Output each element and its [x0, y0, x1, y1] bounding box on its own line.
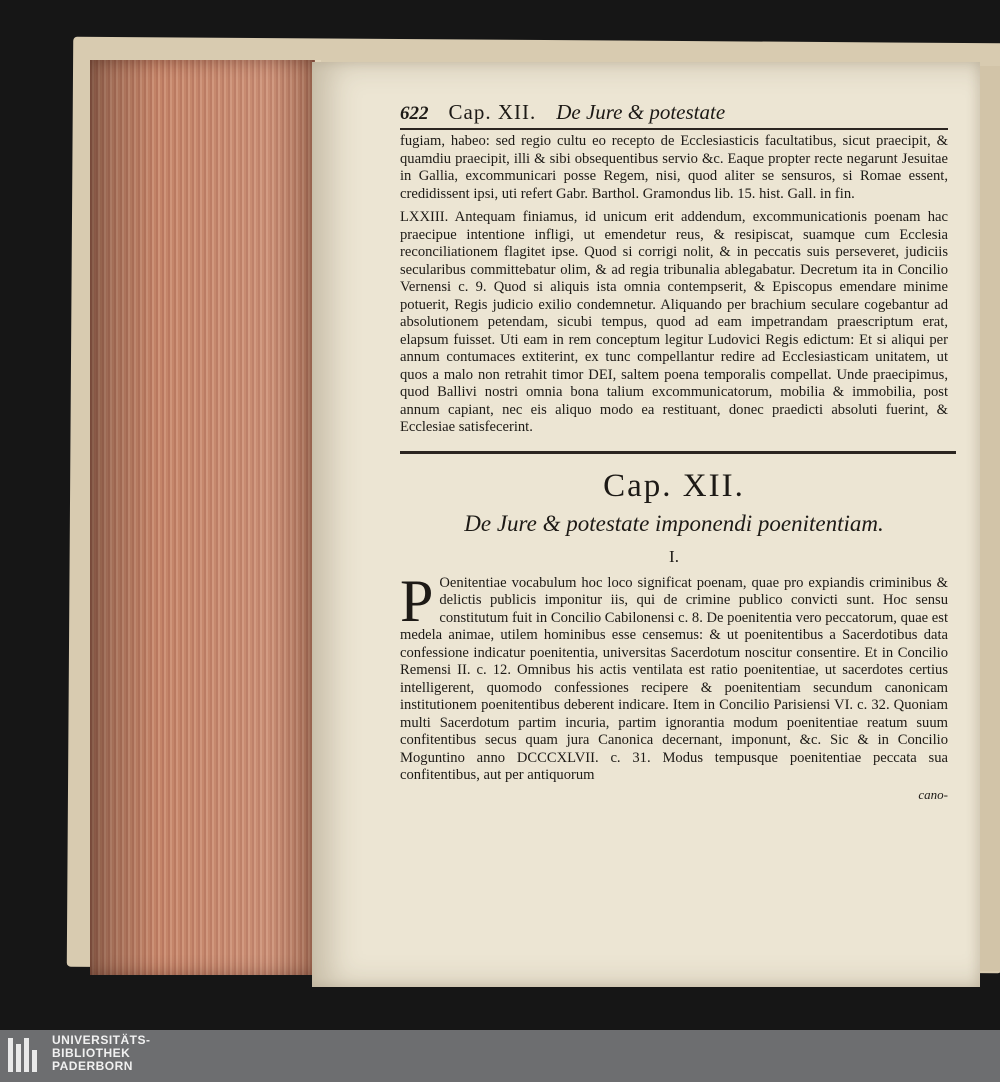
chapter-divider-rule	[400, 451, 956, 454]
chapter-heading: Cap. XII.	[603, 467, 745, 504]
head-rule	[400, 128, 948, 130]
page-number: 622	[400, 103, 429, 124]
book-page	[312, 62, 980, 987]
page-edges-fore-edge	[90, 60, 321, 975]
library-line-1: UNIVERSITÄTS-	[52, 1033, 151, 1047]
top-text-block	[400, 133, 948, 437]
facing-page-edge	[978, 66, 1000, 971]
section-number: I.	[669, 546, 679, 566]
library-footer-bar	[0, 1030, 1000, 1082]
paragraph-i: Oenitentiae vocabulum hoc loco significat poenam, quae pro expiandis criminibus & delictis publicis imponitur iis, qui de crimine publico convicti sunt. Hoc sensu constitutum fuit in Concilio Cabilonensi c. 8. De poenitentia vero peccatorum, quae est medela animae, utilem hominibus esse censemus: & ut poenitentibus a Sacerdotibus data confessione indicatur poenitentia, universitas Sacerdotum noscitur consentire. Et in Concilio Remensi II. c. 12. Omnibus his actis ventilata est ratio poenitentiae, ut sacerdotes certius intelligerent, quomodo confessiones recipere & poenitentiam secundum canonicam institutionem poenitentibus deberent indicare. Item in Concilio Parisiensi VI. c. 32. Quoniam multi Sacerdotum partim incuria, partim ignorantia modum poenitentiae reatum suum confitentibus secus quam jura Canonica decernant, imponunt, &c. Sic & in Concilio Moguntino anno DCCCXLVII. c. 31. Modus tempusque poenitentiae peccata sua confitentibus, aut per antiquorum	[400, 574, 949, 783]
library-line-3: PADERBORN	[52, 1059, 133, 1073]
library-name	[52, 1034, 151, 1073]
library-line-2: BIBLIOTHEK	[52, 1046, 131, 1060]
drop-cap: P	[400, 567, 434, 634]
text-column	[400, 100, 948, 803]
paragraph-lxxiii: LXXIII. Antequam finiamus, id unicum erit addendum, excommunicationis poenam hac praecipue intentione infligi, ut emendetur reus, & resipiscat, suamque cum Ecclesia reconciliationem flagitet ipse. Quod si corrigi nolit, & in peccatis suis perseveret, judiciis secularibus committebatur olim, & ad regia tribunalia ablegabatur. Decretum ita in Concilio Vernensi c. 9. Quod si aliquis ista omnia contempserit, & Episcopus emendare minime potuerit, Regis judicio exilio condemnetur. Aliquando per brachium seculare cogebantur ad absolutionem petendam, sicubi tempus, quod ad eam impetrandam praescriptum erat, elapsum fuisset. Uti eam in rem conceptum legitur Ludovici Regis edictum: Et si aliqui per annum contumaces extiterint, ex tunc compellantur redire ad Ecclesiasticam unitatem, ut quos a malo non retrahit timor DEI, saltem poena temporalis compellat. Unde praecipimus, quod Ballivi nostri omnia bona talium excommunicatorum, mobilia & immobilia, post annum capiant, nec eis aliquo modo ea restituant, donec praedicti absoluti fuerint, & Ecclesiae satisfecerint.	[400, 209, 948, 435]
chapter-body	[400, 567, 949, 785]
running-head-subject: De Jure & potestate	[556, 100, 726, 124]
paragraph-continuation: fugiam, habeo: sed regio cultu eo recepto de Ecclesiasticis facultatibus, sicut praecipit, & quamdiu praecipit, illi & sibi obsequentibus servio &c. Eaque propter recte negarunt Jesuitae in Gallia, excommunicari posse Regem, nisi, quod aliter se sensuros, si Romae essent, credidissent ipsi, uti refert Gabr. Barthol. Gramondus lib. 15. hist. Gall. in fin.	[400, 133, 948, 202]
running-head	[400, 100, 948, 125]
library-logo-icon	[8, 1038, 42, 1072]
catchword: cano-	[918, 786, 948, 802]
chapter-title: De Jure & potestate imponendi poenitentiam.	[464, 510, 884, 536]
running-head-chapter: Cap. XII.	[448, 100, 537, 124]
